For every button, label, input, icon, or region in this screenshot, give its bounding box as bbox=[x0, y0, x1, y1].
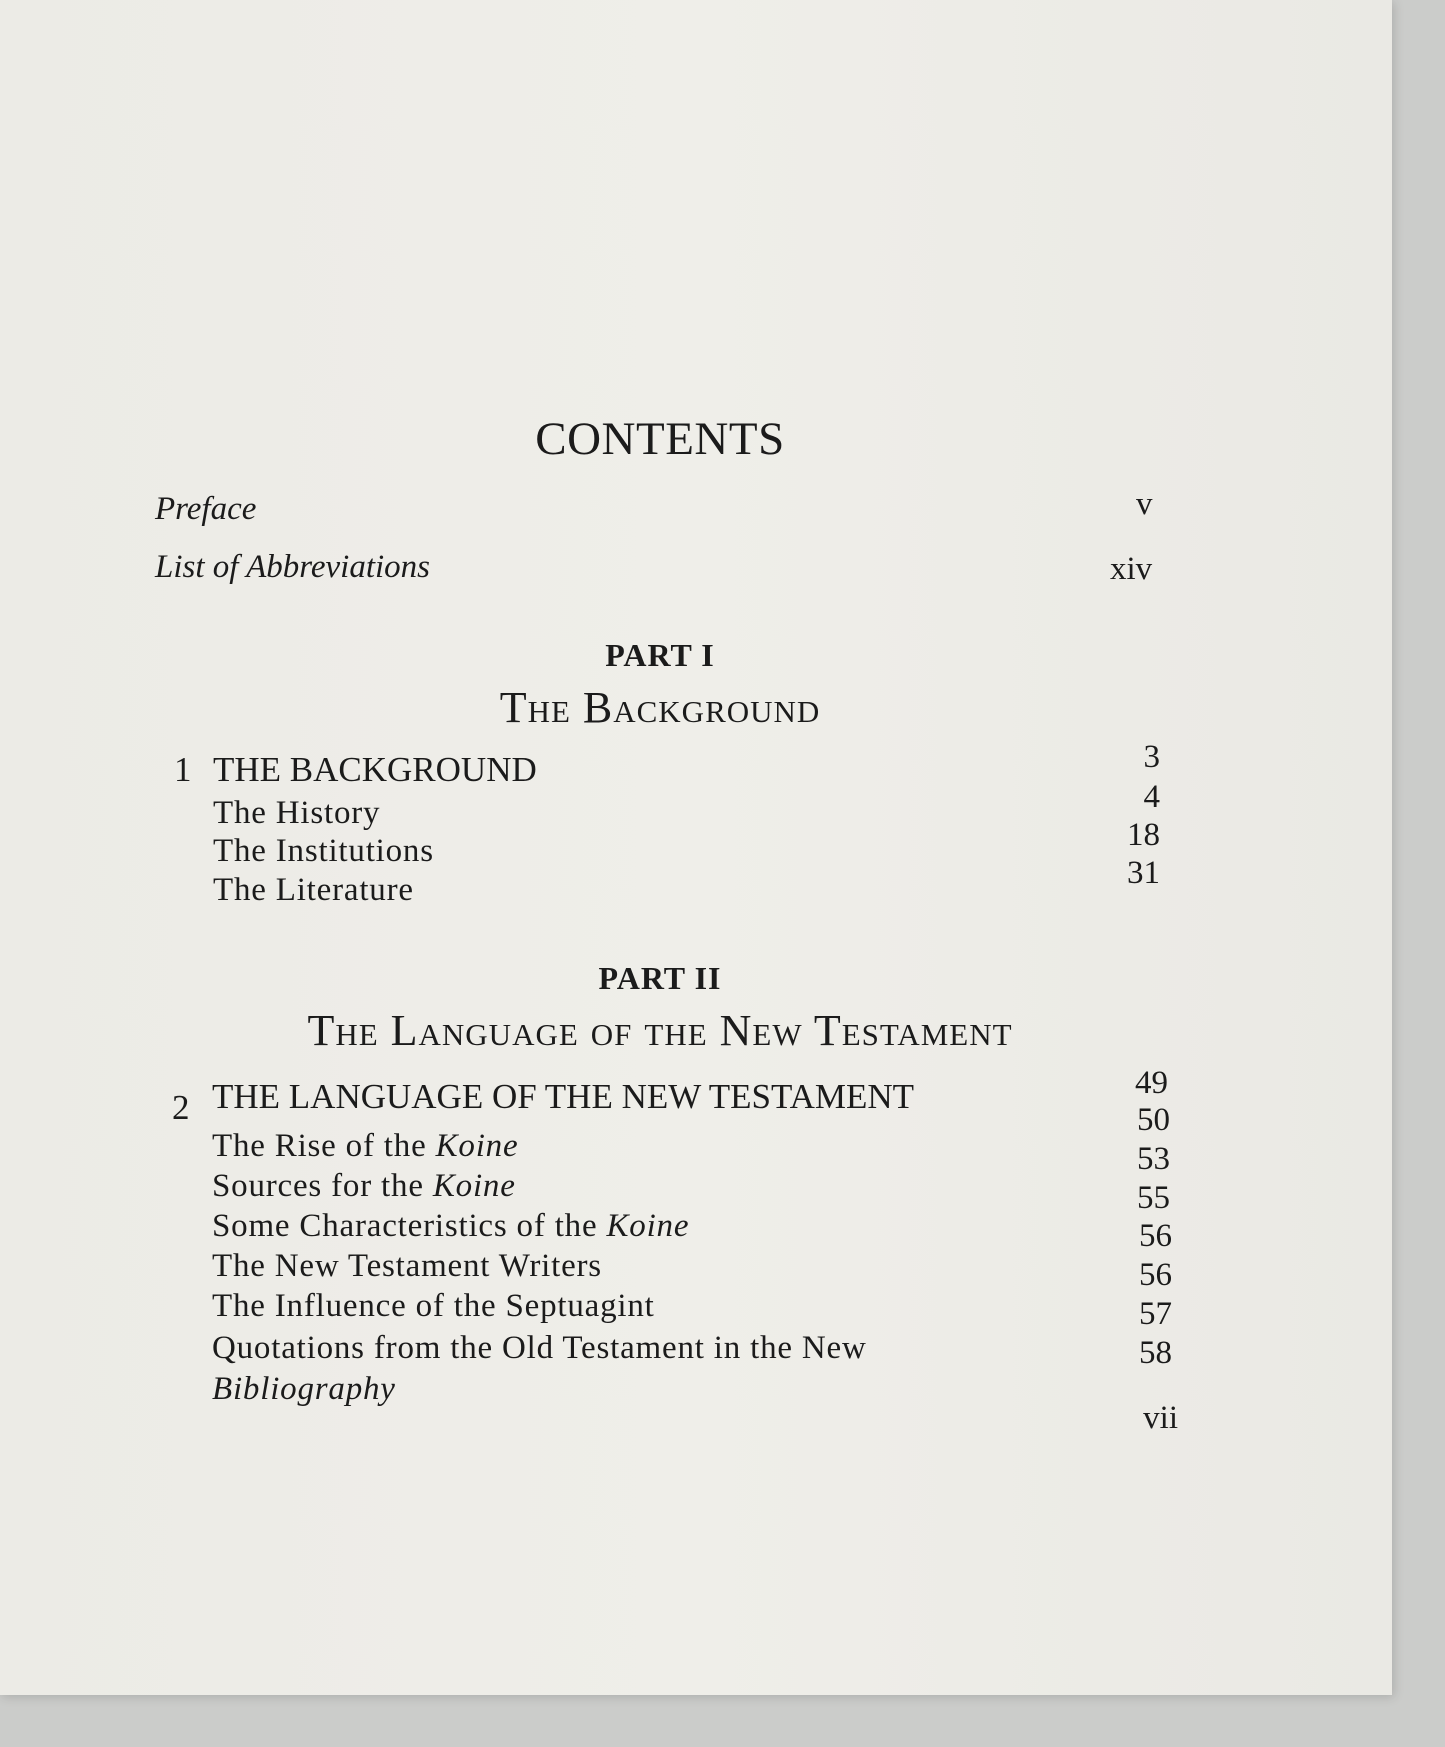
section-sources-koine bbox=[212, 1170, 516, 1203]
section-title-italic: Bibliography bbox=[212, 1371, 396, 1407]
front-matter-page: v bbox=[1136, 486, 1153, 522]
folio-page-number: vii bbox=[1143, 1400, 1178, 1436]
section-institutions: The Institutions bbox=[213, 833, 434, 869]
section-characteristics-koine bbox=[212, 1210, 689, 1243]
contents-title: CONTENTS bbox=[535, 413, 785, 465]
chapter-1-page: 3 bbox=[1143, 739, 1160, 775]
section-title-plain: Quotations from the Old Testament in the New bbox=[212, 1330, 867, 1366]
chapter-2-title: THE LANGUAGE OF THE NEW TESTAMENT bbox=[212, 1077, 914, 1116]
section-title-italic: Koine bbox=[606, 1208, 690, 1244]
section-page: 50 bbox=[1137, 1102, 1170, 1138]
part-i-title: The Background bbox=[499, 683, 821, 732]
part-ii-title: The Language of the New Testament bbox=[307, 1006, 1013, 1055]
section-history-page: 4 bbox=[1143, 779, 1160, 815]
section-page: 56 bbox=[1139, 1218, 1172, 1254]
section-literature: The Literature bbox=[213, 872, 414, 908]
chapter-2-number: 2 bbox=[172, 1088, 190, 1127]
section-title-plain: Sources for the bbox=[212, 1168, 433, 1204]
part-ii-label: PART II bbox=[598, 960, 722, 996]
section-title-plain: The Rise of the bbox=[212, 1128, 436, 1164]
section-literature-page: 31 bbox=[1127, 855, 1160, 891]
section-bibliography bbox=[212, 1373, 396, 1406]
section-history: The History bbox=[213, 795, 381, 831]
front-matter-page: xiv bbox=[1110, 551, 1153, 587]
section-septuagint bbox=[212, 1290, 655, 1323]
section-nt-writers bbox=[212, 1250, 602, 1283]
section-page: 57 bbox=[1139, 1296, 1172, 1332]
front-matter-label: Preface bbox=[155, 491, 257, 527]
chapter-2-page: 49 bbox=[1135, 1065, 1168, 1101]
section-quotations bbox=[212, 1332, 867, 1365]
front-matter-abbreviations bbox=[155, 551, 430, 584]
front-matter-label: List of Abbreviations bbox=[155, 549, 431, 585]
section-title-italic: Koine bbox=[435, 1128, 519, 1164]
part-i-label: PART I bbox=[605, 637, 715, 673]
section-title-plain: The Influence of the Septuagint bbox=[212, 1288, 655, 1324]
section-rise-koine bbox=[212, 1130, 518, 1163]
chapter-1-number: 1 bbox=[174, 750, 192, 789]
front-matter-preface bbox=[155, 493, 256, 526]
section-page: 56 bbox=[1139, 1257, 1172, 1293]
chapter-1-title: THE BACKGROUND bbox=[213, 750, 537, 789]
section-page: 53 bbox=[1137, 1141, 1170, 1177]
section-title-plain: The New Testament Writers bbox=[212, 1248, 602, 1284]
section-institutions-page: 18 bbox=[1127, 817, 1160, 853]
section-title-plain: Some Characteristics of the bbox=[212, 1208, 607, 1244]
section-page: 55 bbox=[1137, 1180, 1170, 1216]
section-page: 58 bbox=[1139, 1335, 1172, 1371]
section-title-italic: Koine bbox=[432, 1168, 516, 1204]
